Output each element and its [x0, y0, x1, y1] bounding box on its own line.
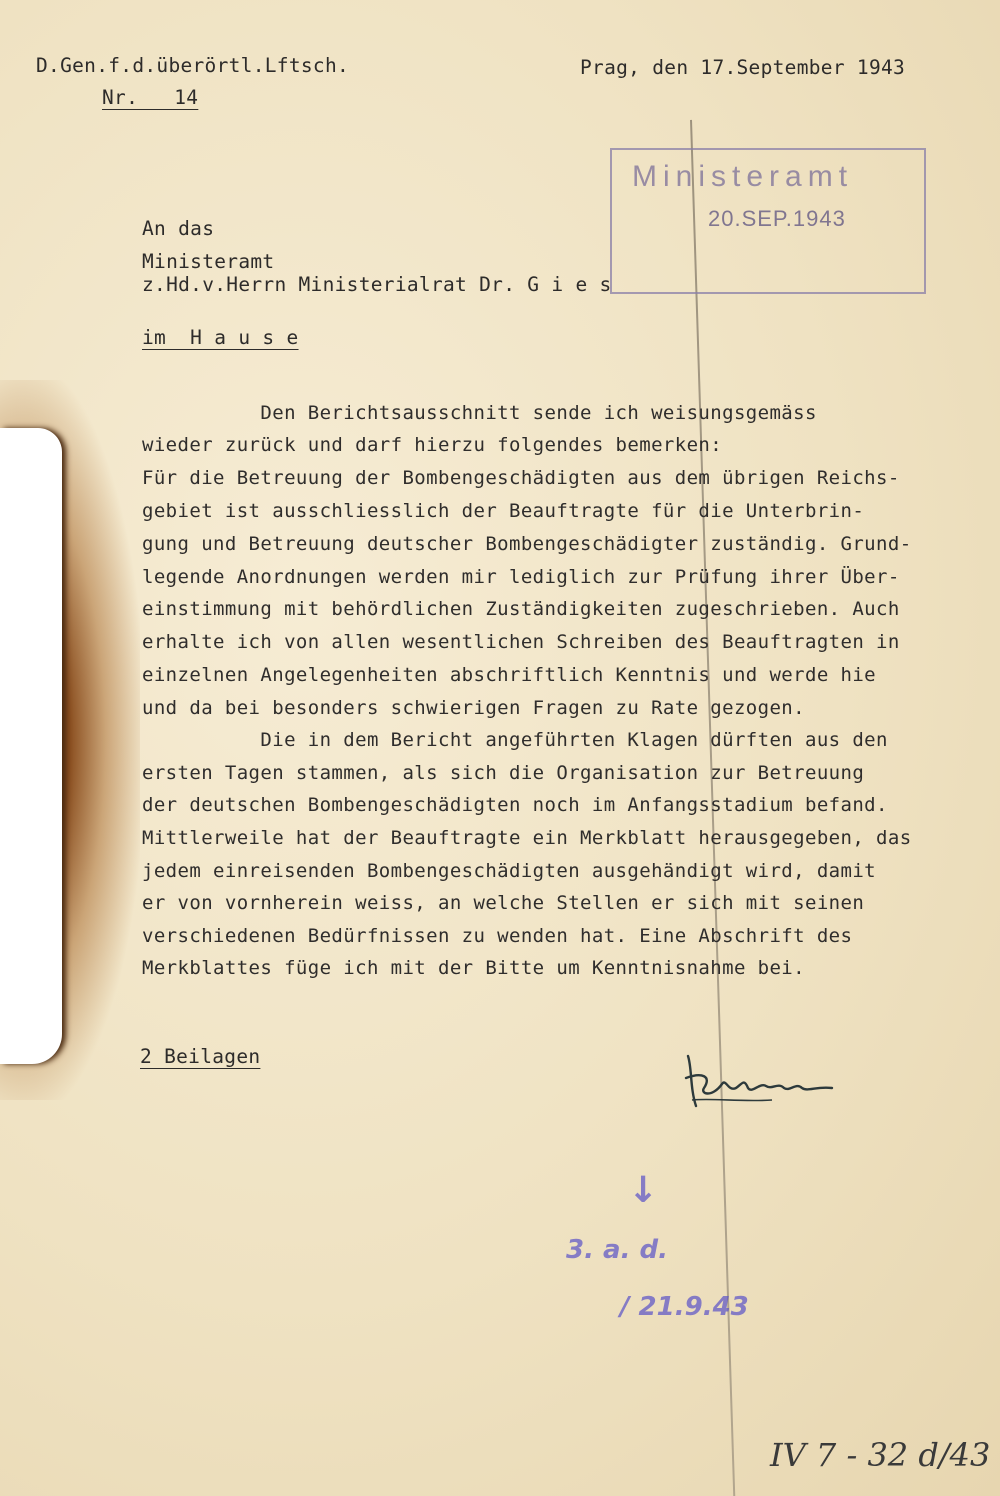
pencil-mark: ↓	[628, 1170, 659, 1211]
stamp-date: 20.SEP.1943	[708, 206, 846, 231]
burned-hole	[0, 428, 62, 1064]
body-line: Die in dem Bericht angeführten Klagen dürften aus den	[142, 729, 888, 751]
body-line: Merkblattes füge ich mit der Bitte um Kenntnisnahme bei.	[142, 957, 805, 979]
body-line: er von vornherein weiss, an welche Stellen er sich mit seinen	[142, 892, 865, 914]
body-line: Für die Betreuung der Bombengeschädigten aus dem übrigen Reichs-	[142, 467, 900, 489]
body-line: jedem einreisenden Bombengeschädigten ausgehändigt wird, damit	[142, 860, 877, 882]
address-line-3: z.Hd.v.Herrn Ministerialrat Dr. G i e s	[142, 273, 612, 296]
body-line: wieder zurück und darf hierzu folgendes bemerken:	[142, 434, 723, 456]
place-date: Prag, den 17.September 1943	[580, 56, 906, 79]
file-reference: IV 7 - 32 d/43	[770, 1436, 991, 1474]
body-line: Mittlerweile hat der Beauftragte ein Merkblatt herausgegeben, das	[142, 827, 912, 849]
body-line: einzelnen Angelegenheiten abschriftlich Kenntnis und werde hie	[142, 664, 877, 686]
stamp-title: Ministeramt	[632, 160, 854, 193]
pencil-note-2: / 21.9.43	[620, 1292, 749, 1322]
enclosures: 2 Beilagen	[140, 1045, 261, 1068]
body-line: gung und Betreuung deutscher Bombengeschädigter zuständig. Grund-	[142, 533, 912, 555]
body-line: verschiedenen Bedürfnissen zu wenden hat. Eine Abschrift des	[142, 925, 853, 947]
body-line: einstimmung mit behördlichen Zuständigkeiten zugeschrieben. Auch	[142, 598, 900, 620]
address-line-1: An das	[142, 217, 215, 240]
reference-number: Nr. 14	[102, 86, 199, 109]
body-line: gebiet ist ausschliesslich der Beauftragte für die Unterbrin-	[142, 500, 865, 522]
address-line-4: im H a u s e	[142, 326, 299, 349]
signature	[682, 1048, 842, 1118]
body-line: und da bei besonders schwierigen Fragen zu Rate gezogen.	[142, 697, 805, 719]
body-line: Den Berichtsausschnitt sende ich weisungsgemäss	[142, 402, 817, 424]
body-line: ersten Tagen stammen, als sich die Organisation zur Betreuung	[142, 762, 865, 784]
body-line: erhalte ich von allen wesentlichen Schreiben des Beauftragten in	[142, 631, 900, 653]
body-line: legende Anordnungen werden mir lediglich zur Prüfung ihrer Über-	[142, 566, 900, 588]
received-stamp	[610, 148, 926, 294]
address-line-2: Ministeramt	[142, 250, 275, 273]
pencil-note-1: 3. a. d.	[566, 1235, 668, 1265]
sender-line: D.Gen.f.d.überörtl.Lftsch.	[36, 54, 350, 77]
body-line: der deutschen Bombengeschädigten noch im Anfangsstadium befand.	[142, 794, 888, 816]
